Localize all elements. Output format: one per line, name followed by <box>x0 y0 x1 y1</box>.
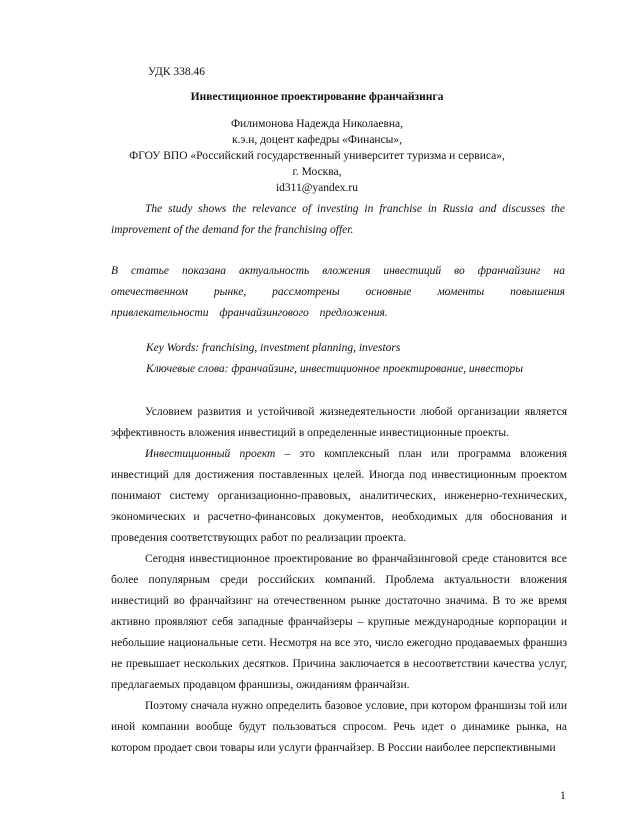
article-title: Инвестиционное проектирование франчайзинга <box>190 91 444 103</box>
author-city: г. Москва, <box>292 166 342 178</box>
udk-code: УДК 338.46 <box>148 66 205 78</box>
article-body <box>111 402 567 759</box>
keywords-en: Key Words: franchising, investment planning, investors <box>146 342 401 354</box>
author-name: Филимонова Надежда Николаевна, <box>230 118 404 130</box>
author-position: к.э.н, доцент кафедры «Финансы», <box>231 134 403 146</box>
author-block <box>0 116 634 196</box>
author-affiliation: ФГОУ ВПО «Российский государственный университет туризма и сервиса», <box>129 150 505 162</box>
keywords-ru: Ключевые слова: франчайзинг, инвестиционное проектирование, инвесторы <box>146 363 524 375</box>
abstract-en: The study shows the relevance of investing in franchise in Russia and discusses the improvement of the demand for the franchising offer. <box>111 203 565 236</box>
paragraph-text: – это комплексный план или программа вложения инвестиций для достижения поставленных целей. Иногда под инвестиционным проектом понимают систему организационно-правовых, аналитических, инженерно-технических, экономических и расчетно-финансовых документов, необходимых для обоснования и проведения соответствующих работ по реализации проекта. <box>111 448 567 544</box>
paragraph: Условием развития и устойчивой жизнедеятельности любой организации является эффективность вложения инвестиций в определенные инвестиционные проекты. <box>111 406 567 439</box>
abstract-ru: В статье показана актуальность вложения инвестиций во франчайзинг на отечественном рынке, рассмотрены основные моменты повышения привлекательности франчайзингового предложения. <box>111 265 565 319</box>
paragraph: Поэтому сначала нужно определить базовое условие, при котором франшизы той или иной компании вообще будут пользоваться спросом. Речь идет о динамике рынка, на котором продает свои товары или услуги франчайзер. В России наиболее перспективными <box>111 700 567 754</box>
author-email: id311@yandex.ru <box>275 182 359 194</box>
term-investment-project: Инвестиционный проект <box>145 448 276 460</box>
page-number: 1 <box>560 790 566 802</box>
paragraph <box>111 444 567 549</box>
paragraph: Сегодня инвестиционное проектирование во франчайзинговой среде становится все более популярным среди российских компаний. Проблема актуальности вложения инвестиций во франчайзинг на отечественном рынке достаточно значима. В то же время активно проявляют себя западные франчайзеры – крупные международные корпорации и небольшие национальные сети. Несмотря на все это, число ежегодно продаваемых франшиз не превышает нескольких десятков. Причина заключается в несоответствии качества услуг, предлагаемых продавцом франшизы, ожиданиям франчайзи. <box>111 553 567 691</box>
